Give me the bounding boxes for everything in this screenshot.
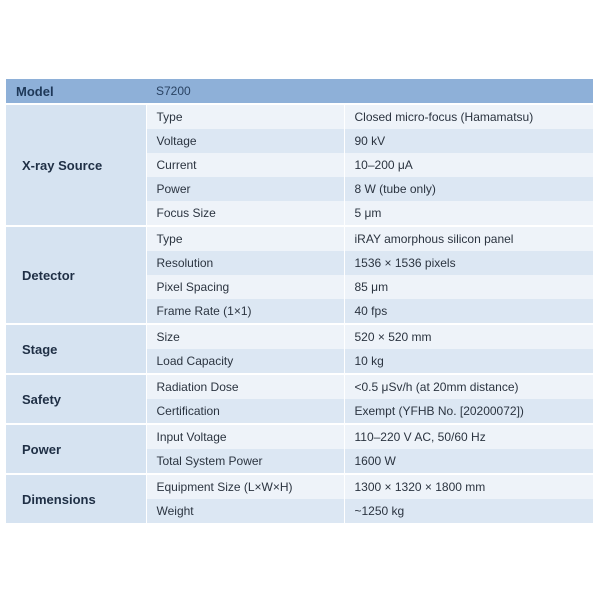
property-name: Frame Rate (1×1) xyxy=(146,299,344,324)
property-value: 85 μm xyxy=(344,275,593,299)
property-value: Closed micro-focus (Hamamatsu) xyxy=(344,104,593,129)
property-value: Exempt (YFHB No. [20200072]) xyxy=(344,399,593,424)
property-value: 5 μm xyxy=(344,201,593,226)
property-name: Total System Power xyxy=(146,449,344,474)
property-value: iRAY amorphous silicon panel xyxy=(344,226,593,251)
property-name: Radiation Dose xyxy=(146,374,344,399)
spec-row xyxy=(6,474,593,499)
property-value: 1600 W xyxy=(344,449,593,474)
property-name: Pixel Spacing xyxy=(146,275,344,299)
group-label: Safety xyxy=(6,374,146,424)
property-value: 40 fps xyxy=(344,299,593,324)
property-value: 10–200 μA xyxy=(344,153,593,177)
property-value: 1536 × 1536 pixels xyxy=(344,251,593,275)
model-value: S7200 xyxy=(146,79,593,104)
property-value: 10 kg xyxy=(344,349,593,374)
group-label: Dimensions xyxy=(6,474,146,523)
property-value: 90 kV xyxy=(344,129,593,153)
spec-table xyxy=(6,79,593,523)
spec-row xyxy=(6,424,593,449)
model-label: Model xyxy=(6,79,146,104)
spec-row xyxy=(6,104,593,129)
property-name: Type xyxy=(146,226,344,251)
model-header-row xyxy=(6,79,593,104)
property-value: 1300 × 1320 × 1800 mm xyxy=(344,474,593,499)
property-name: Equipment Size (L×W×H) xyxy=(146,474,344,499)
property-name: Weight xyxy=(146,499,344,523)
property-name: Voltage xyxy=(146,129,344,153)
property-name: Certification xyxy=(146,399,344,424)
group-label: Stage xyxy=(6,324,146,374)
property-value: <0.5 μSv/h (at 20mm distance) xyxy=(344,374,593,399)
property-name: Load Capacity xyxy=(146,349,344,374)
spec-row xyxy=(6,374,593,399)
property-value: ~1250 kg xyxy=(344,499,593,523)
property-name: Current xyxy=(146,153,344,177)
spec-row xyxy=(6,324,593,349)
property-name: Resolution xyxy=(146,251,344,275)
property-name: Focus Size xyxy=(146,201,344,226)
spec-row xyxy=(6,226,593,251)
property-name: Input Voltage xyxy=(146,424,344,449)
property-name: Size xyxy=(146,324,344,349)
property-value: 110–220 V AC, 50/60 Hz xyxy=(344,424,593,449)
property-value: 520 × 520 mm xyxy=(344,324,593,349)
group-label: X-ray Source xyxy=(6,104,146,226)
property-name: Power xyxy=(146,177,344,201)
property-name: Type xyxy=(146,104,344,129)
group-label: Power xyxy=(6,424,146,474)
group-label: Detector xyxy=(6,226,146,324)
spec-table-body xyxy=(6,79,593,523)
property-value: 8 W (tube only) xyxy=(344,177,593,201)
